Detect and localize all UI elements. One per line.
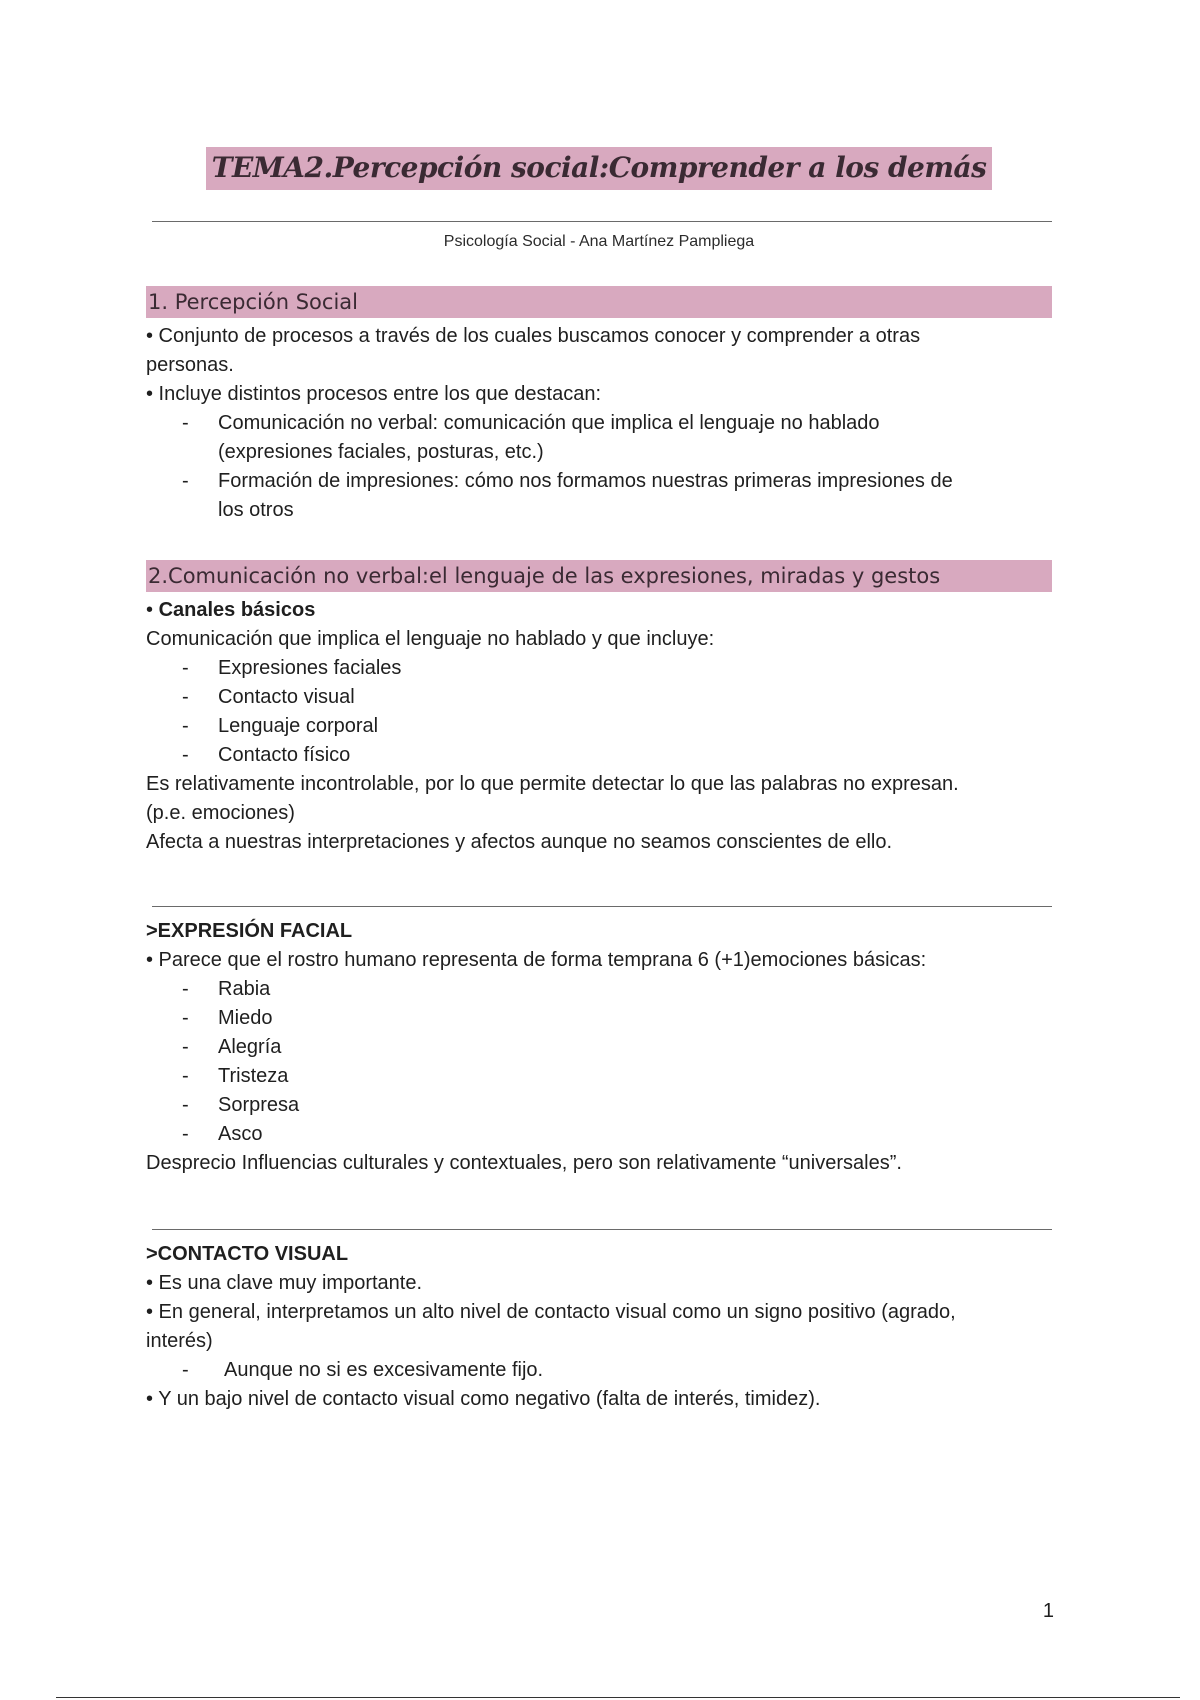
dash-item-text: Comunicación no verbal: comunicación que implica el lenguaje no hablado [218,412,880,434]
text-line: • En general, interpretamos un alto nivel de contacto visual como un signo positivo (agrado, [146,1301,956,1323]
dash-item [146,1062,1052,1091]
section-divider [152,1229,1052,1230]
dash-marker: - [182,686,189,708]
text-line: • Incluye distintos procesos entre los que destacan: [146,383,602,405]
dash-marker: - [182,1036,189,1058]
dash-item-continuation: los otros [218,499,294,521]
section-2-body [146,596,1052,857]
dash-item-text: Tristeza [218,1065,289,1087]
text-line: • Es una clave muy importante. [146,1272,423,1294]
dash-marker: - [182,470,189,492]
section-1-body [146,322,1052,525]
text-line: Es relativamente incontrolable, por lo que permite detectar lo que las palabras no expresan. [146,773,959,795]
dash-item-text: Sorpresa [218,1094,300,1116]
dash-marker: - [182,978,189,1000]
dash-item-text: Alegría [218,1036,282,1058]
text-line: interés) [146,1330,213,1352]
dash-marker: - [182,1094,189,1116]
document-title: TEMA2.Percepción social:Comprender a los demás [206,147,993,190]
dash-item-text: Contacto visual [218,686,355,708]
section-divider [152,906,1052,907]
dash-item [146,1120,1052,1149]
bullet-bold-text: Canales básicos [158,599,316,621]
dash-item-text: Contacto físico [218,744,351,766]
text-line: • Parece que el rostro humano representa de forma temprana 6 (+1)emociones básicas: [146,949,927,971]
dash-item-continuation: (expresiones faciales, posturas, etc.) [218,441,544,463]
text-line: (p.e. emociones) [146,802,295,824]
page-bottom-edge [56,1697,1180,1698]
section-3-body [146,917,1052,1178]
dash-item-text: Asco [218,1123,263,1145]
dash-item-text: Aunque no si es excesivamente fijo. [224,1359,544,1381]
section-1-heading: 1. Percepción Social [146,286,1052,318]
title-divider [152,221,1052,222]
dash-item [146,467,1052,496]
dash-marker: - [182,1359,189,1381]
bullet-prefix: • [146,599,159,621]
dash-item-text: Miedo [218,1007,273,1029]
page-number: 1 [1042,1600,1054,1622]
dash-item [146,741,1052,770]
title-container [146,147,1052,190]
text-line: Desprecio Influencias culturales y contextuales, pero son relativamente “universales”. [146,1152,902,1174]
dash-item [146,1356,1052,1385]
dash-item [146,975,1052,1004]
dash-marker: - [182,1123,189,1145]
dash-item [146,1091,1052,1120]
section-4-heading: >CONTACTO VISUAL [146,1243,349,1265]
dash-item-text: Rabia [218,978,271,1000]
dash-marker: - [182,1065,189,1087]
dash-item [146,654,1052,683]
text-line: • Y un bajo nivel de contacto visual como negativo (falta de interés, timidez). [146,1388,821,1410]
text-line: personas. [146,354,234,376]
text-line: • Conjunto de procesos a través de los cuales buscamos conocer y comprender a otras [146,325,921,347]
text-line: Afecta a nuestras interpretaciones y afectos aunque no seamos conscientes de ello. [146,831,893,853]
dash-marker: - [182,657,189,679]
document-subtitle: Psicología Social - Ana Martínez Pampliega [443,233,755,250]
dash-marker: - [182,715,189,737]
section-2-heading: 2.Comunicación no verbal:el lenguaje de las expresiones, miradas y gestos [146,560,1052,592]
dash-marker: - [182,1007,189,1029]
dash-item [146,409,1052,438]
text-line: Comunicación que implica el lenguaje no hablado y que incluye: [146,628,715,650]
dash-item-text: Lenguaje corporal [218,715,379,737]
dash-marker: - [182,744,189,766]
dash-item-text: Expresiones faciales [218,657,402,679]
section-3-heading: >EXPRESIÓN FACIAL [146,920,353,942]
dash-item [146,683,1052,712]
dash-item [146,1004,1052,1033]
dash-item [146,712,1052,741]
dash-item-text: Formación de impresiones: cómo nos formamos nuestras primeras impresiones de [218,470,953,492]
dash-marker: - [182,412,189,434]
section-4-body [146,1240,1052,1414]
bullet-line [146,596,1052,625]
dash-item [146,1033,1052,1062]
